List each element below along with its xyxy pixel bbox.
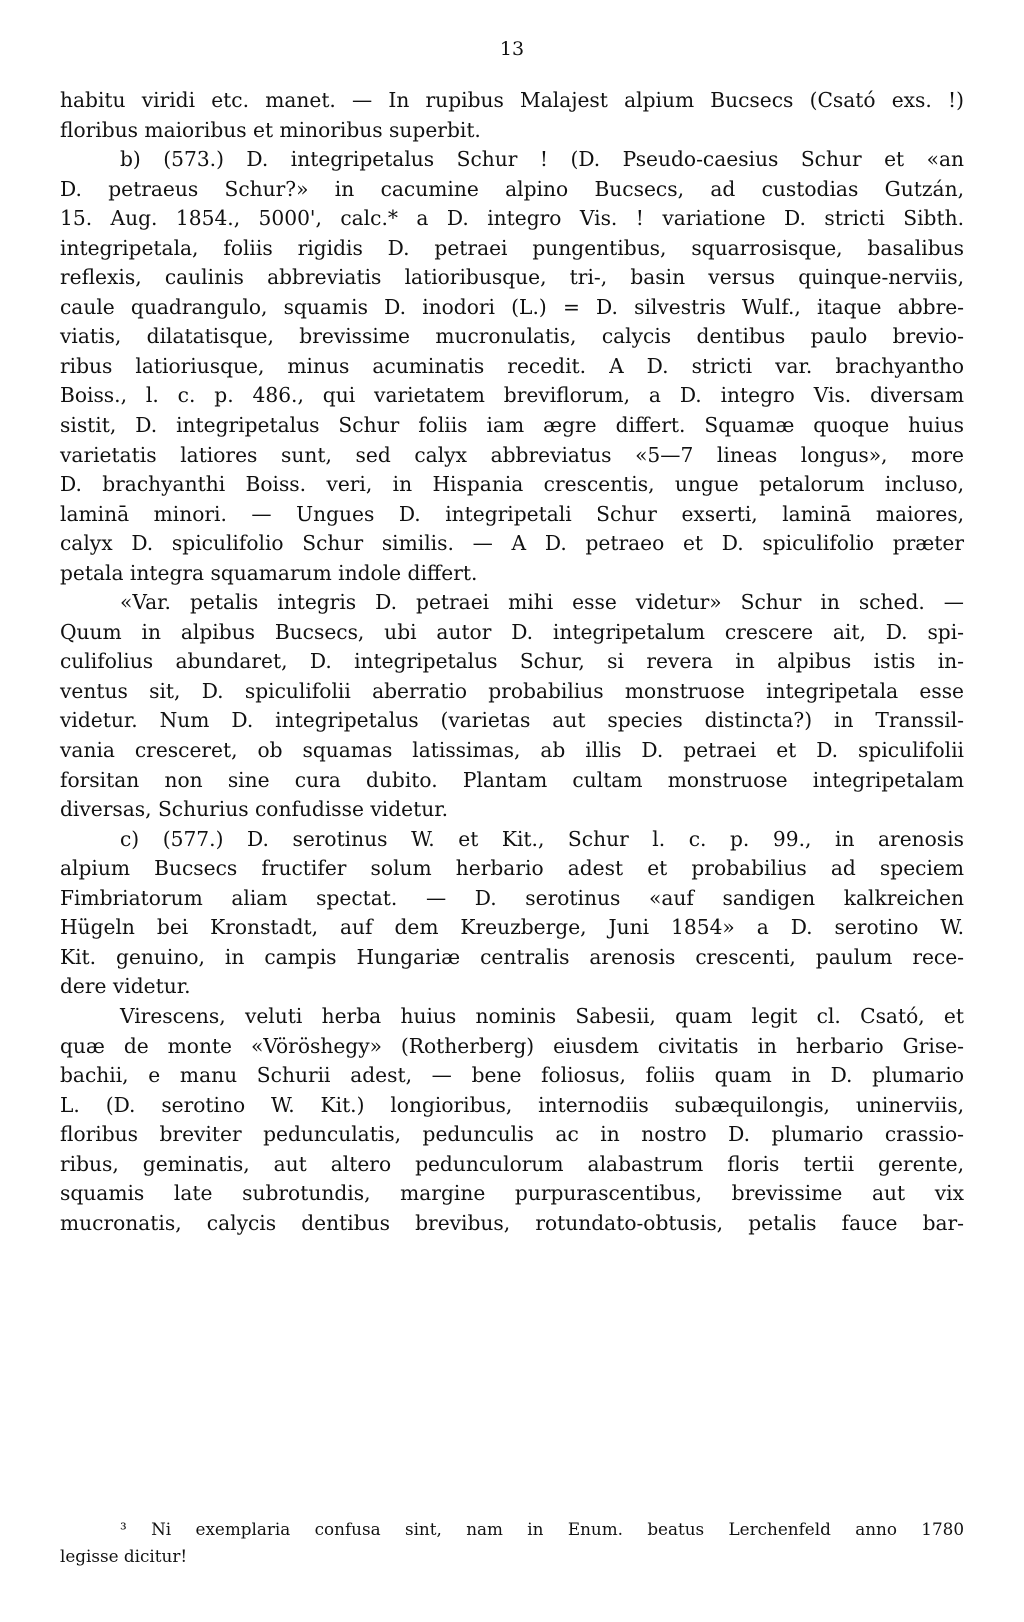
- text-line: squamis late subrotundis, margine purpurascentibus, brevissime aut vix: [60, 1181, 964, 1206]
- text-line: culifolius abundaret, D. integripetalus Schur, si revera in alpibus istis in-: [60, 649, 964, 674]
- text-line: quæ de monte «Vöröshegy» (Rotherberg) eiusdem civitatis in herbario Grise-: [60, 1033, 964, 1058]
- text-line: «Var. petalis integris D. petraei mihi esse videtur» Schur in sched. —: [120, 590, 964, 615]
- text-line: petala integra squamarum indole differt.: [60, 560, 478, 585]
- text-line: habitu viridi etc. manet. — In rupibus Malajest alpium Bucsecs (Csató exs. !): [60, 88, 964, 112]
- text-line: ribus, geminatis, aut altero pedunculorum alabastrum floris tertii gerente,: [60, 1151, 964, 1176]
- text-line: D. brachyanthi Boiss. veri, in Hispania crescentis, ungue petalorum incluso,: [60, 472, 964, 497]
- text-line: dere videtur.: [60, 974, 191, 999]
- text-line: c) (577.) D. serotinus W. et Kit., Schur l. c. p. 99., in arenosis: [120, 826, 964, 851]
- text-line: reflexis, caulinis abbreviatis latioribusque, tri-, basin versus quinque-nerviis,: [60, 265, 964, 290]
- text-line: Hügeln bei Kronstadt, auf dem Kreuzberge, Juni 1854» a D. serotino W.: [60, 915, 964, 940]
- text-line: Fimbriatorum aliam spectat. — D. serotinus «auf sandigen kalkreichen: [60, 885, 964, 910]
- text-line: forsitan non sine cura dubito. Plantam cultam monstruose integripetalam: [60, 767, 964, 792]
- text-line: ventus sit, D. spiculifolii aberratio probabilius monstruose integripetala esse: [60, 678, 964, 703]
- text-line: viatis, dilatatisque, brevissime mucronulatis, calycis dentibus paulo brevio-: [60, 324, 964, 349]
- text-line: ribus latioriusque, minus acuminatis recedit. A D. stricti var. brachyantho: [60, 353, 964, 378]
- text-line: laminā minori. — Ungues D. integripetali Schur exserti, laminā maiores,: [60, 501, 964, 526]
- text-line: diversas, Schurius confudisse videtur.: [60, 797, 449, 822]
- text-line: varietatis latiores sunt, sed calyx abbreviatus «5—7 lineas longus», more: [60, 442, 964, 467]
- text-line: calyx D. spiculifolio Schur similis. — A D. petraeo et D. spiculifolio præter: [60, 531, 964, 556]
- text-line: mucronatis, calycis dentibus brevibus, rotundato-obtusis, petalis fauce bar-: [60, 1210, 964, 1235]
- text-line: caule quadrangulo, squamis D. inodori (L.) = D. silvestris Wulf., itaque abbre-: [60, 294, 964, 319]
- text-line: 15. Aug. 1854., 5000', calc.* a D. integro Vis. ! variatione D. stricti Sibth.: [60, 206, 964, 231]
- text-line: floribus breviter pedunculatis, pedunculis ac in nostro D. plumario crassio-: [60, 1122, 964, 1147]
- text-line: Virescens, veluti herba huius nominis Sabesii, quam legit cl. Csató, et: [120, 1003, 964, 1028]
- text-line: videtur. Num D. integripetalus (varietas aut species distincta?) in Transsil-: [60, 708, 964, 733]
- text-line: integripetala, foliis rigidis D. petraei pungentibus, squarrosisque, basalibus: [60, 235, 964, 260]
- text-line: D. petraeus Schur?» in cacumine alpino Bucsecs, ad custodias Gutzán,: [60, 176, 964, 201]
- text-line: bachii, e manu Schurii adest, — bene foliosus, foliis quam in D. plumario: [60, 1063, 964, 1088]
- text-line: alpium Bucsecs fructifer solum herbario adest et probabilius ad speciem: [60, 856, 964, 881]
- footnote: [60, 1516, 964, 1570]
- text-line: floribus maioribus et minoribus superbit.: [60, 117, 481, 142]
- text-line: Quum in alpibus Bucsecs, ubi autor D. integripetalum crescere ait, D. spi-: [60, 619, 964, 644]
- footnote-line: ³ Ni exemplaria confusa sint, nam in Enum. beatus Lerchenfeld anno 1780: [120, 1519, 964, 1539]
- body-text: [60, 86, 964, 1238]
- text-line: b) (573.) D. integripetalus Schur ! (D. Pseudo-caesius Schur et «an: [120, 147, 964, 172]
- text-line: Kit. genuino, in campis Hungariæ centralis arenosis crescenti, paulum rece-: [60, 944, 964, 969]
- page-number: 13: [499, 38, 525, 60]
- text-line: L. (D. serotino W. Kit.) longioribus, internodiis subæquilongis, uninerviis,: [60, 1092, 964, 1117]
- text-line: vania cresceret, ob squamas latissimas, ab illis D. petraei et D. spiculifolii: [60, 738, 964, 763]
- text-line: Boiss., l. c. p. 486., qui varietatem breviflorum, a D. integro Vis. diversam: [60, 383, 964, 408]
- footnote-line: legisse dicitur!: [60, 1546, 188, 1566]
- text-line: sistit, D. integripetalus Schur foliis iam ægre differt. Squamæ quoque huius: [60, 413, 964, 438]
